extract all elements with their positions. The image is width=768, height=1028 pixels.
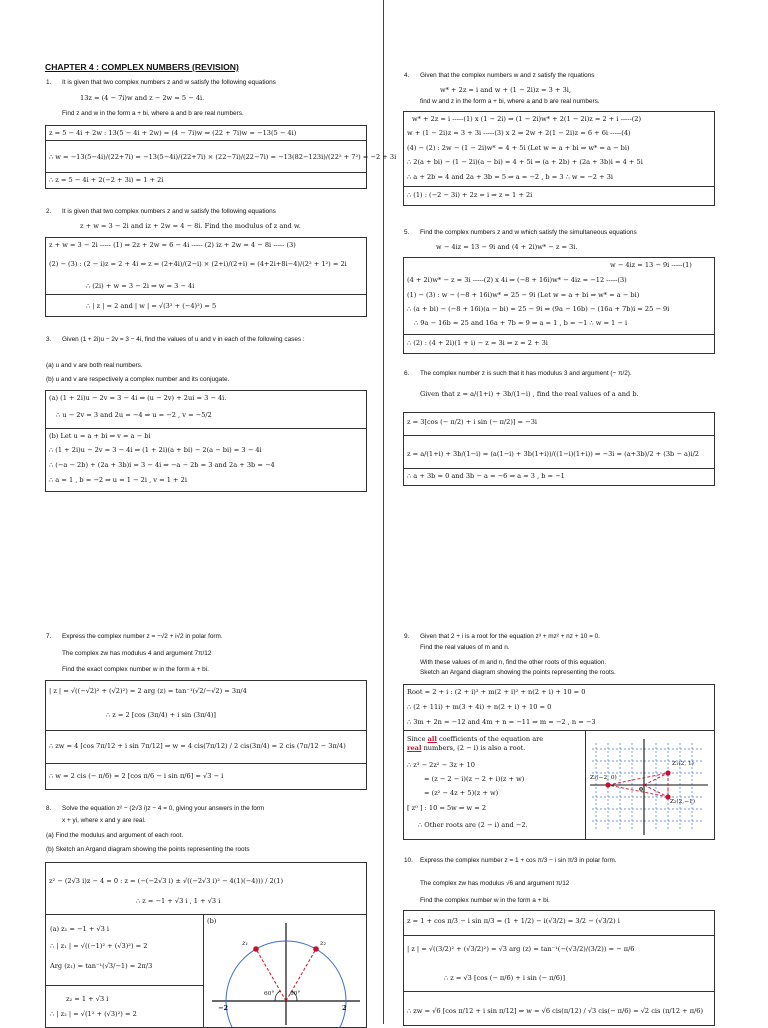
q3-sol-b-line4: ∴ a = 1 , b = −2 ⇒ u = 1 − 2i , v = 1 + 2i: [49, 476, 187, 484]
q5-text: Find the complex numbers z and w which satisfy the simultaneous equations: [420, 229, 637, 236]
q8-solution-box: [45, 862, 367, 916]
q9-factor-line3: = (z² − 4z + 5)(z + w): [424, 789, 499, 797]
q1-equation: 13z = (4 − 7i)w and z − 2w = 5 − 4i.: [80, 94, 205, 102]
q2-sol-line1: z + w = 3 − 2i ----- (1) ⇒ 2z + 2w = 6 − 4i ----- (2) iz + 2w = 4 − 8i ----- (3): [49, 241, 296, 249]
q3-sol-a-line2: ∴ u − 2v = 3 and 2u = −4 ⇒ u = −2 , v = −5/2: [56, 411, 212, 419]
q9-roots-box: [403, 730, 587, 840]
q4-solution-box: [403, 111, 715, 206]
q7-sol-line1: | z | = √((−√2)² + (√2)²) = 2 arg (z) = tan⁻¹(√2/−√2) = 3π/4: [49, 687, 247, 695]
q9-factor-line1: ∴ z³ − 2z² − 3z + 10: [407, 761, 475, 769]
since-coeffs: coefficients of the equation are: [438, 735, 544, 743]
divider: [404, 991, 714, 992]
z1-point: [665, 770, 670, 775]
q4-number: 4.: [404, 72, 410, 79]
axis-label-2: 2: [342, 1004, 347, 1012]
angle-label-right: 60°: [290, 991, 301, 997]
q7-solution-box: [45, 680, 367, 790]
q4-sol-line5: ∴ a + 2b = 4 and 2a + 3b = 5 ⇒ a = −2 , b = 3 ∴ w = −2 + 3i: [407, 173, 614, 181]
axis-label-minus-2: −2: [218, 1004, 229, 1012]
q5-equation: w − 4iz = 13 − 9i and (4 + 2i)w* − z = 3i.: [436, 243, 578, 251]
q5-sol-line5: ∴ 9a − 16b = 25 and 16a + 7b = 9 ⇒ a = 1 , b = −1 ∴ w = 1 − i: [414, 319, 628, 327]
since-word: Since: [407, 735, 426, 743]
q1-sol-line2: ∴ w = −13(5−4i)/(22+7i) = −13(5−4i)/(22+7i) × (22−7i)/(22−7i) = −13(82−123i)/(22² + 7²) = −2 + 3i: [49, 153, 397, 161]
z2-label: z₂: [320, 939, 327, 947]
q6-number: 6.: [404, 370, 410, 377]
q8-argand-box: [203, 914, 367, 1028]
q2-number: 2.: [46, 208, 52, 215]
divider: [404, 935, 714, 936]
q9-sol-line3: ∴ 3m + 2n = −12 and 4m + n = −11 ⇒ m = −2 , n = −3: [407, 718, 596, 726]
q9-text: Given that 2 + i is a root for the equation z³ + mz² + nz + 10 = 0.: [420, 633, 600, 640]
angle-label-left: 60°: [264, 991, 275, 997]
q1-sol-line1: z = 5 − 4i + 2w : 13(5 − 4i + 2w) = (4 − 7i)w ⇒ (22 + 7i)w = −13(5 − 4i): [49, 129, 297, 137]
q1-number: 1.: [46, 79, 52, 86]
q4-sol-line2: w + (1 − 2i)z = 3 + 3i -----(3) x 2 ⇒ 2w + 2(1 − 2i)z = 6 + 6i -----(4): [407, 129, 631, 137]
q8-sol-a-line3: Arg (z₁) = tan⁻¹(√3/−1) = 2π/3: [50, 962, 153, 970]
q9-argand-box: [585, 730, 715, 840]
q2-solution-box: [45, 237, 367, 317]
q3-sol-b-line3: ∴ (−a − 2b) + (2a + 3b)i = 3 − 4i ⇒ −a − 2b = 3 and 2a + 3b = −4: [49, 461, 275, 469]
z1-label: Z₁(2, 1): [672, 761, 694, 767]
q8-sol-a-line2: ∴ | z₁ | = √((−1)² + (√3)²) = 2: [50, 942, 148, 950]
q8-part-a: (a) Find the modulus and argument of each root.: [46, 832, 184, 839]
q9-sol-line2: ∴ (2 + 11i) + m(3 + 4i) + n(2 + i) + 10 = 0: [407, 703, 552, 711]
q7-sol-line2: ∴ z = 2 [cos (3π/4) + i sin (3π/4)]: [106, 711, 216, 719]
q7-number: 7.: [46, 633, 52, 640]
divider: [46, 985, 204, 986]
z1-point: [253, 946, 259, 952]
q9-solution-box: [403, 684, 715, 732]
q2-sol-line2: (2) − (3) : (2 − i)z = 2 + 4i ⇒ z = (2+4i)/(2−i) × (2+i)/(2+i) = (4+2i+8i−4)/(2² + 1²) = 2i: [49, 260, 347, 268]
q9-line3: With these values of m and n, find the other roots of this equation.: [420, 659, 607, 666]
q3-text: Given (1 + 2i)u − 2v = 3 − 4i, find the values of u and v in each of the following cases :: [62, 336, 305, 343]
q8-sol-a-line5: ∴ | z₂ | = √(1² + (√3)²) = 2: [50, 1010, 137, 1018]
chapter-title: CHAPTER 4 : COMPLEX NUMBERS (REVISION): [45, 62, 239, 72]
q2-text: It is given that two complex numbers z and w satisfy the following equations: [62, 208, 276, 215]
q7-line3: Find the exact complex number w in the form a + bi.: [62, 666, 209, 673]
q5-sol-line2: (4 + 2i)w* − z = 3i -----(2) x 4i ⇒ (−8 + 16i)w* − 4iz = −12 -----(3): [407, 276, 627, 284]
q8-text2: x + yi, where x and y are real.: [62, 817, 146, 824]
q7-sol-line4: ∴ w = 2 cis (− π/6) = 2 [cos π/6 − i sin π/6] = √3 − i: [49, 772, 224, 780]
q10-line3: Find the complex number w in the form a + bi.: [420, 897, 550, 904]
q4-sol-line1: w* + 2z = i -----(1) x (1 − 2i) ⇒ (1 − 2i)w* + 2(1 − 2i)z = 2 + i -----(2): [412, 115, 642, 123]
divider: [46, 294, 366, 295]
q6-given: Given that z = a/(1+i) + 3b/(1−i) , find the real values of a and b.: [420, 390, 639, 398]
q6-sol-line2: z = a/(1+i) + 3b/(1−i) = (a(1−i) + 3b(1+i))/((1−i)(1+i)) ⇒ −3i = (a+3b)/2 + (3b − a)i/2: [407, 450, 699, 458]
z2-label: Z₂(2,−1): [670, 799, 695, 805]
q9-number: 9.: [404, 633, 410, 640]
q10-sol-line3: ∴ z = √3 [cos (− π/6) + i sin (− π/6)]: [444, 974, 566, 982]
q9-factor-line5: ∴ Other roots are (2 − i) and −2.: [418, 821, 528, 829]
q8-number: 8.: [46, 805, 52, 812]
q10-text: Express the complex number z = 1 + cos π/3 − i sin π/3 in polar form.: [420, 857, 617, 864]
q7-sol-line3: ∴ zw = 4 [cos 7π/12 + i sin 7π/12] ⇒ w = 4 cis(7π/12) / 2 cis(3π/4) = 2 cis (7π/12 − 3π/4): [49, 742, 346, 750]
q9-factor-line2: = (z − 2 − i)(z − 2 + i)(z + w): [424, 775, 525, 783]
q8-sol-line2: ∴ z = −1 + √3 i , 1 + √3 i: [136, 897, 221, 905]
q8-part-b: (b) Sketch an Argand diagram showing the points representing the roots: [46, 846, 250, 853]
origin-label: 0: [639, 787, 644, 793]
q9-factor-line4: [ z⁰ ] : 10 = 5w ⇒ w = 2: [407, 804, 487, 812]
q7-text: Express the complex number z = −√2 + i√2 in polar form.: [62, 633, 223, 640]
q7-line2: The complex zw has modulus 4 and argument 7π/12: [62, 650, 212, 657]
q2-sol-line3: ∴ (2i) + w = 3 − 2i ⇒ w = 3 − 4i: [86, 282, 195, 290]
q3-part-a: (a) u and v are both real numbers.: [46, 362, 143, 369]
q5-sol-line4: ∴ (a + bi) − (−8 + 16i)(a − bi) = 25 − 9i ⇒ (9a − 16b) − (16a + 7b)i = 25 − 9i: [407, 305, 670, 313]
z2-point: [313, 946, 319, 952]
q4-sol-line3: (4) − (2) : 2w − (1 − 2i)w* = 4 + 5i (Let w = a + bi ⇒ w* = a − bi): [407, 144, 630, 152]
since-all: all: [427, 735, 437, 743]
triangle-edge: [608, 773, 668, 785]
q10-number: 10.: [404, 857, 413, 864]
q4-sol-line4: ∴ 2(a + bi) − (1 − 2i)(a − bi) = 4 + 5i ⇒ (a + 2b) + (2a + 3b)i = 4 + 5i: [407, 158, 643, 166]
q1-ask: Find z and w in the form a + bi, where a and b are real numbers.: [62, 110, 244, 117]
q10-sol-line1: z = 1 + cos π/3 − i sin π/3 = (1 + 1/2) − i(√3/2) = 3/2 − (√3/2) i: [407, 917, 620, 925]
q5-sol-line6: ∴ (2) : (4 + 2i)(1 + i) − z = 3i ⇒ z = 2 + 3i: [407, 339, 548, 347]
divider: [404, 435, 714, 436]
q3-part-b: (b) u and v are respectively a complex number and its conjugate.: [46, 376, 230, 383]
q3-sol-a-line1: (a) (1 + 2i)u − 2v = 3 − 4i ⇒ (u − 2v) + 2ui = 3 − 4i.: [49, 394, 227, 402]
q2-equation: z + w = 3 − 2i and iz + 2w = 4 − 8i. Find the modulus of z and w.: [80, 222, 301, 230]
triangle-edge: [608, 785, 668, 797]
q8-sol-a-line1: (a) z₁ = −1 + √3 i: [50, 925, 110, 933]
since-rest: numbers, (2 − i) is also a root.: [423, 744, 526, 752]
since-statement: [407, 735, 543, 743]
q1-text: It is given that two complex numbers z and w satisfy the following equations: [62, 79, 276, 86]
q8-text: Solve the equation z² − (2√3 i)z − 4 = 0, giving your answers in the form: [62, 805, 265, 812]
q3-sol-b-line2: ∴ (1 + 2i)u − 2v = 3 − 4i ⇒ (1 + 2i)(a + bi) − 2(a − bi) = 3 − 4i: [49, 446, 262, 454]
q10-sol-line4: ∴ zw = √6 [cos π/12 + i sin π/12] ⇒ w = √6 cis(π/12) / √3 cis(− π/6) = √2 cis (π/12 + π/6): [407, 1007, 704, 1015]
q5-solution-box: [403, 257, 715, 354]
argand-diagram-cubic-roots: [586, 731, 714, 839]
q9-line4: Sketch an Argand diagram showing the points representing the roots.: [420, 669, 616, 676]
q8-sol-a-line4: z₂ = 1 + √3 i: [66, 995, 109, 1003]
q6-solution-box: [403, 412, 715, 486]
q6-sol-line1: z = 3[cos (− π/2) + i sin (− π/2)] = −3i: [407, 418, 538, 426]
since-real: real: [407, 744, 422, 752]
q5-sol-line3: (1) − (3) : w − (−8 + 16i)w* = 25 − 9i (Let w = a + bi ⇒ w* = a − bi): [407, 291, 640, 299]
divider: [404, 186, 714, 187]
q6-text: The complex number z is such that it has modulus 3 and argument (− π/2).: [420, 370, 632, 377]
q4-sol-line6: ∴ (1) : (−2 − 3i) + 2z = i ⇒ z = 1 + 2i: [407, 191, 533, 199]
q1-sol-line3: ∴ z = 5 − 4i + 2(−2 + 3i) = 1 + 2i: [49, 176, 164, 184]
q9-sol-line1: Root = 2 + i : (2 + i)³ + m(2 + i)² + n(2 + i) + 10 = 0: [407, 688, 586, 696]
q6-sol-line3: ∴ a + 3b = 0 and 3b − a = −6 ⇒ a = 3 , b = −1: [407, 472, 565, 480]
divider: [46, 172, 366, 173]
q8-part-a-box: [45, 914, 205, 1028]
q4-equation: w* + 2z = i and w + (1 − 2i)z = 3 + 3i,: [440, 86, 571, 94]
q10-solution-box: [403, 910, 715, 1026]
q5-number: 5.: [404, 229, 410, 236]
q3-sol-b-line1: (b) Let u = a + bi ⇒ v = a − bi: [49, 432, 151, 440]
q10-sol-line2: | z | = √((3/2)² + (√3/2)²) = √3 arg (z) = tan⁻¹(−(√3/2)/(3/2)) = − π/6: [407, 945, 635, 953]
divider: [404, 334, 714, 335]
divider: [46, 428, 366, 429]
divider: [404, 468, 714, 469]
diagram-part-label: (b): [207, 917, 217, 925]
q4-text: Given that the complex numbers w and z satisfy the rquations: [420, 72, 595, 79]
z1-label: z₁: [242, 939, 249, 947]
q2-sol-line4: ∴ | z | = 2 and | w | = √(3² + (−4)²) = 5: [86, 302, 217, 310]
z3-point: [605, 782, 610, 787]
divider: [46, 763, 366, 764]
divider: [46, 140, 366, 141]
divider: [46, 730, 366, 731]
q8-sol-line1: z² − (2√3 i)z − 4 = 0 : z = (−(−2√3 i) ± √((−2√3 i)² − 4(1)(−4))) / 2(1): [49, 877, 284, 885]
q5-sol-line1: w − 4iz = 13 − 9i -----(1): [610, 261, 692, 269]
q3-number: 3.: [46, 336, 52, 343]
q1-solution-box: [45, 125, 397, 189]
z3-label: Z₃(−2, 0): [590, 775, 617, 781]
q10-line2: The complex zw has modulus √6 and argument π/12: [420, 880, 570, 887]
q4-ask: find w and z in the form a + bi, where a and b are real numbers.: [420, 98, 600, 105]
q3-solution-box: [45, 390, 367, 492]
angle-arc-left: [275, 991, 280, 1001]
q9-line2: Find the real values of m and n.: [420, 644, 510, 651]
since-statement-2: [407, 744, 525, 752]
